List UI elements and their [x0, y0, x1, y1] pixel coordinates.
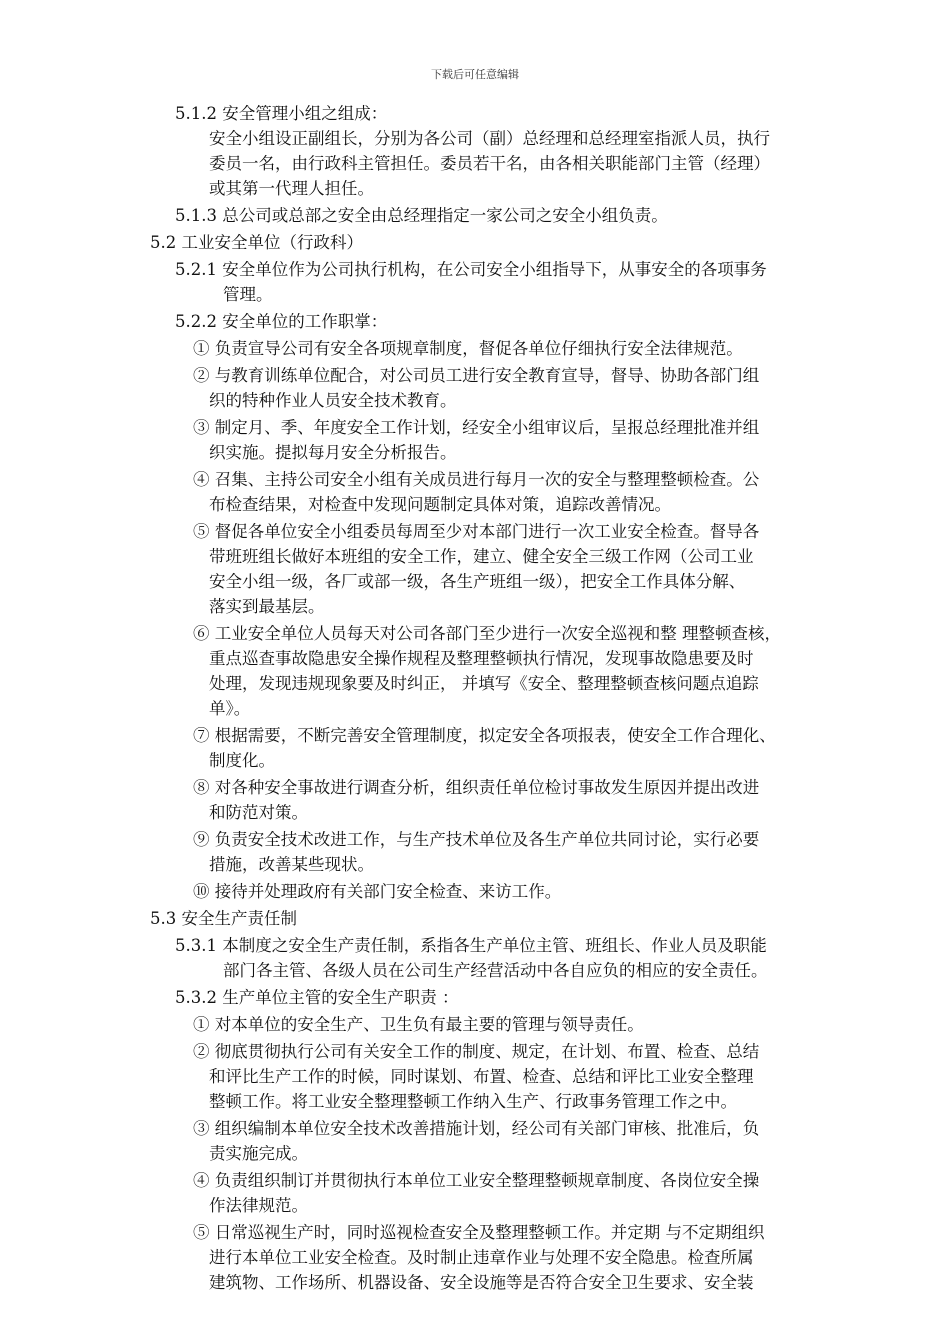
document-line: ② 彻底贯彻执行公司有关安全工作的制度、规定，在计划、布置、检查、总结 — [193, 1042, 760, 1061]
document-line: ① 负责宣导公司有安全各项规章制度，督促各单位仔细执行安全法律规范。 — [193, 339, 743, 358]
document-line: ① 对本单位的安全生产、卫生负有最主要的管理与领导责任。 — [193, 1015, 644, 1034]
page-header: 下载后可任意编辑 — [431, 68, 519, 81]
document-line: 进行本单位工业安全检查。及时制止违章作业与处理不安全隐患。检查所属 — [209, 1248, 754, 1267]
document-line: 落实到最基层。 — [209, 597, 325, 616]
document-line: 5.1.2 安全管理小组之组成： — [175, 104, 388, 123]
document-line: 5.3 安全生产责任制 — [150, 909, 297, 928]
document-line: ⑨ 负责安全技术改进工作，与生产技术单位及各生产单位共同讨论，实行必要 — [193, 830, 760, 849]
document-line: 建筑物、工作场所、机器设备、安全设施等是否符合安全卫生要求、安全装 — [209, 1273, 754, 1292]
document-line: ⑤ 督促各单位安全小组委员每周至少对本部门进行一次工业安全检查。督导各 — [193, 522, 760, 541]
document-line: 5.1.3 总公司或总部之安全由总经理指定一家公司之安全小组负责。 — [175, 206, 668, 225]
document-line: ③ 组织编制本单位安全技术改善措施计划，经公司有关部门审核、批准后，负 — [193, 1119, 760, 1138]
document-line: ③ 制定月、季、年度安全工作计划，经安全小组审议后，呈报总经理批准并组 — [193, 418, 760, 437]
document-line: 织实施。提拟每月安全分析报告。 — [209, 443, 457, 462]
document-line: 安全小组一级，各厂或部一级，各生产班组一级），把安全工作具体分解、 — [209, 572, 746, 591]
document-line: ④ 负责组织制订并贯彻执行本单位工业安全整理整顿规章制度、各岗位安全操 — [193, 1171, 760, 1190]
document-line: 管理。 — [223, 285, 273, 304]
document-line: ⑧ 对各种安全事故进行调查分析，组织责任单位检讨事故发生原因并提出改进 — [193, 778, 760, 797]
document-line: 布检查结果，对检查中发现问题制定具体对策，追踪改善情况。 — [209, 495, 671, 514]
document-line: ⑥ 工业安全单位人员每天对公司各部门至少进行一次安全巡视和整 理整顿查核， — [193, 624, 781, 643]
document-line: 5.3.1 本制度之安全生产责任制，系指各生产单位主管、班组长、作业人员及职能 — [175, 936, 767, 955]
document-line: 安全小组设正副组长，分别为各公司（副）总经理和总经理室指派人员，执行 — [209, 129, 770, 148]
document-line: 作法律规范。 — [209, 1196, 308, 1215]
document-line: 部门各主管、各级人员在公司生产经营活动中各自应负的相应的安全责任。 — [223, 961, 768, 980]
document-line: 委员一名，由行政科主管担任。委员若干名，由各相关职能部门主管（经理） — [209, 154, 770, 173]
document-line: 带班班组长做好本班组的安全工作，建立、健全安全三级工作网（公司工业 — [209, 547, 754, 566]
document-line: 重点巡查事故隐患安全操作规程及整理整顿执行情况，发现事故隐患要及时 — [209, 649, 754, 668]
document-line: 和防范对策。 — [209, 803, 308, 822]
document-line: 和评比生产工作的时候，同时谋划、布置、检查、总结和评比工业安全整理 — [209, 1067, 754, 1086]
document-body — [150, 101, 880, 1295]
document-line: 织的特种作业人员安全技术教育。 — [209, 391, 457, 410]
document-line: 5.3.2 生产单位主管的安全生产职责 ： — [175, 988, 459, 1007]
document-line: ④ 召集、主持公司安全小组有关成员进行每月一次的安全与整理整顿检查。公 — [193, 470, 760, 489]
document-line: 单》。 — [209, 699, 251, 718]
document-line: 整顿工作。将工业安全整理整顿工作纳入生产、行政事务管理工作之中。 — [209, 1092, 737, 1111]
document-line: 5.2.1 安全单位作为公司执行机构，在公司安全小组指导下，从事安全的各项事务 — [175, 260, 767, 279]
document-line: ② 与教育训练单位配合，对公司员工进行安全教育宣导，督导、协助各部门组 — [193, 366, 760, 385]
document-line: 处理，发现违规现象要及时纠正， 并填写《安全、整理整顿查核问题点追踪 — [209, 674, 759, 693]
document-line: ⑩ 接待并处理政府有关部门安全检查、来访工作。 — [193, 882, 562, 901]
document-line: ⑤ 日常巡视生产时，同时巡视检查安全及整理整顿工作。并定期 与不定期组织 — [193, 1223, 765, 1242]
document-line: 制度化。 — [209, 751, 275, 770]
document-line: 5.2.2 安全单位的工作职掌： — [175, 312, 388, 331]
document-line: ⑦ 根据需要，不断完善安全管理制度，拟定安全各项报表，使安全工作合理化、 — [193, 726, 776, 745]
document-line: 责实施完成。 — [209, 1144, 308, 1163]
document-line: 5.2 工业安全单位（行政科） — [150, 233, 363, 252]
document-line: 或其第一代理人担任。 — [209, 179, 374, 198]
document-line: 措施，改善某些现状。 — [209, 855, 374, 874]
